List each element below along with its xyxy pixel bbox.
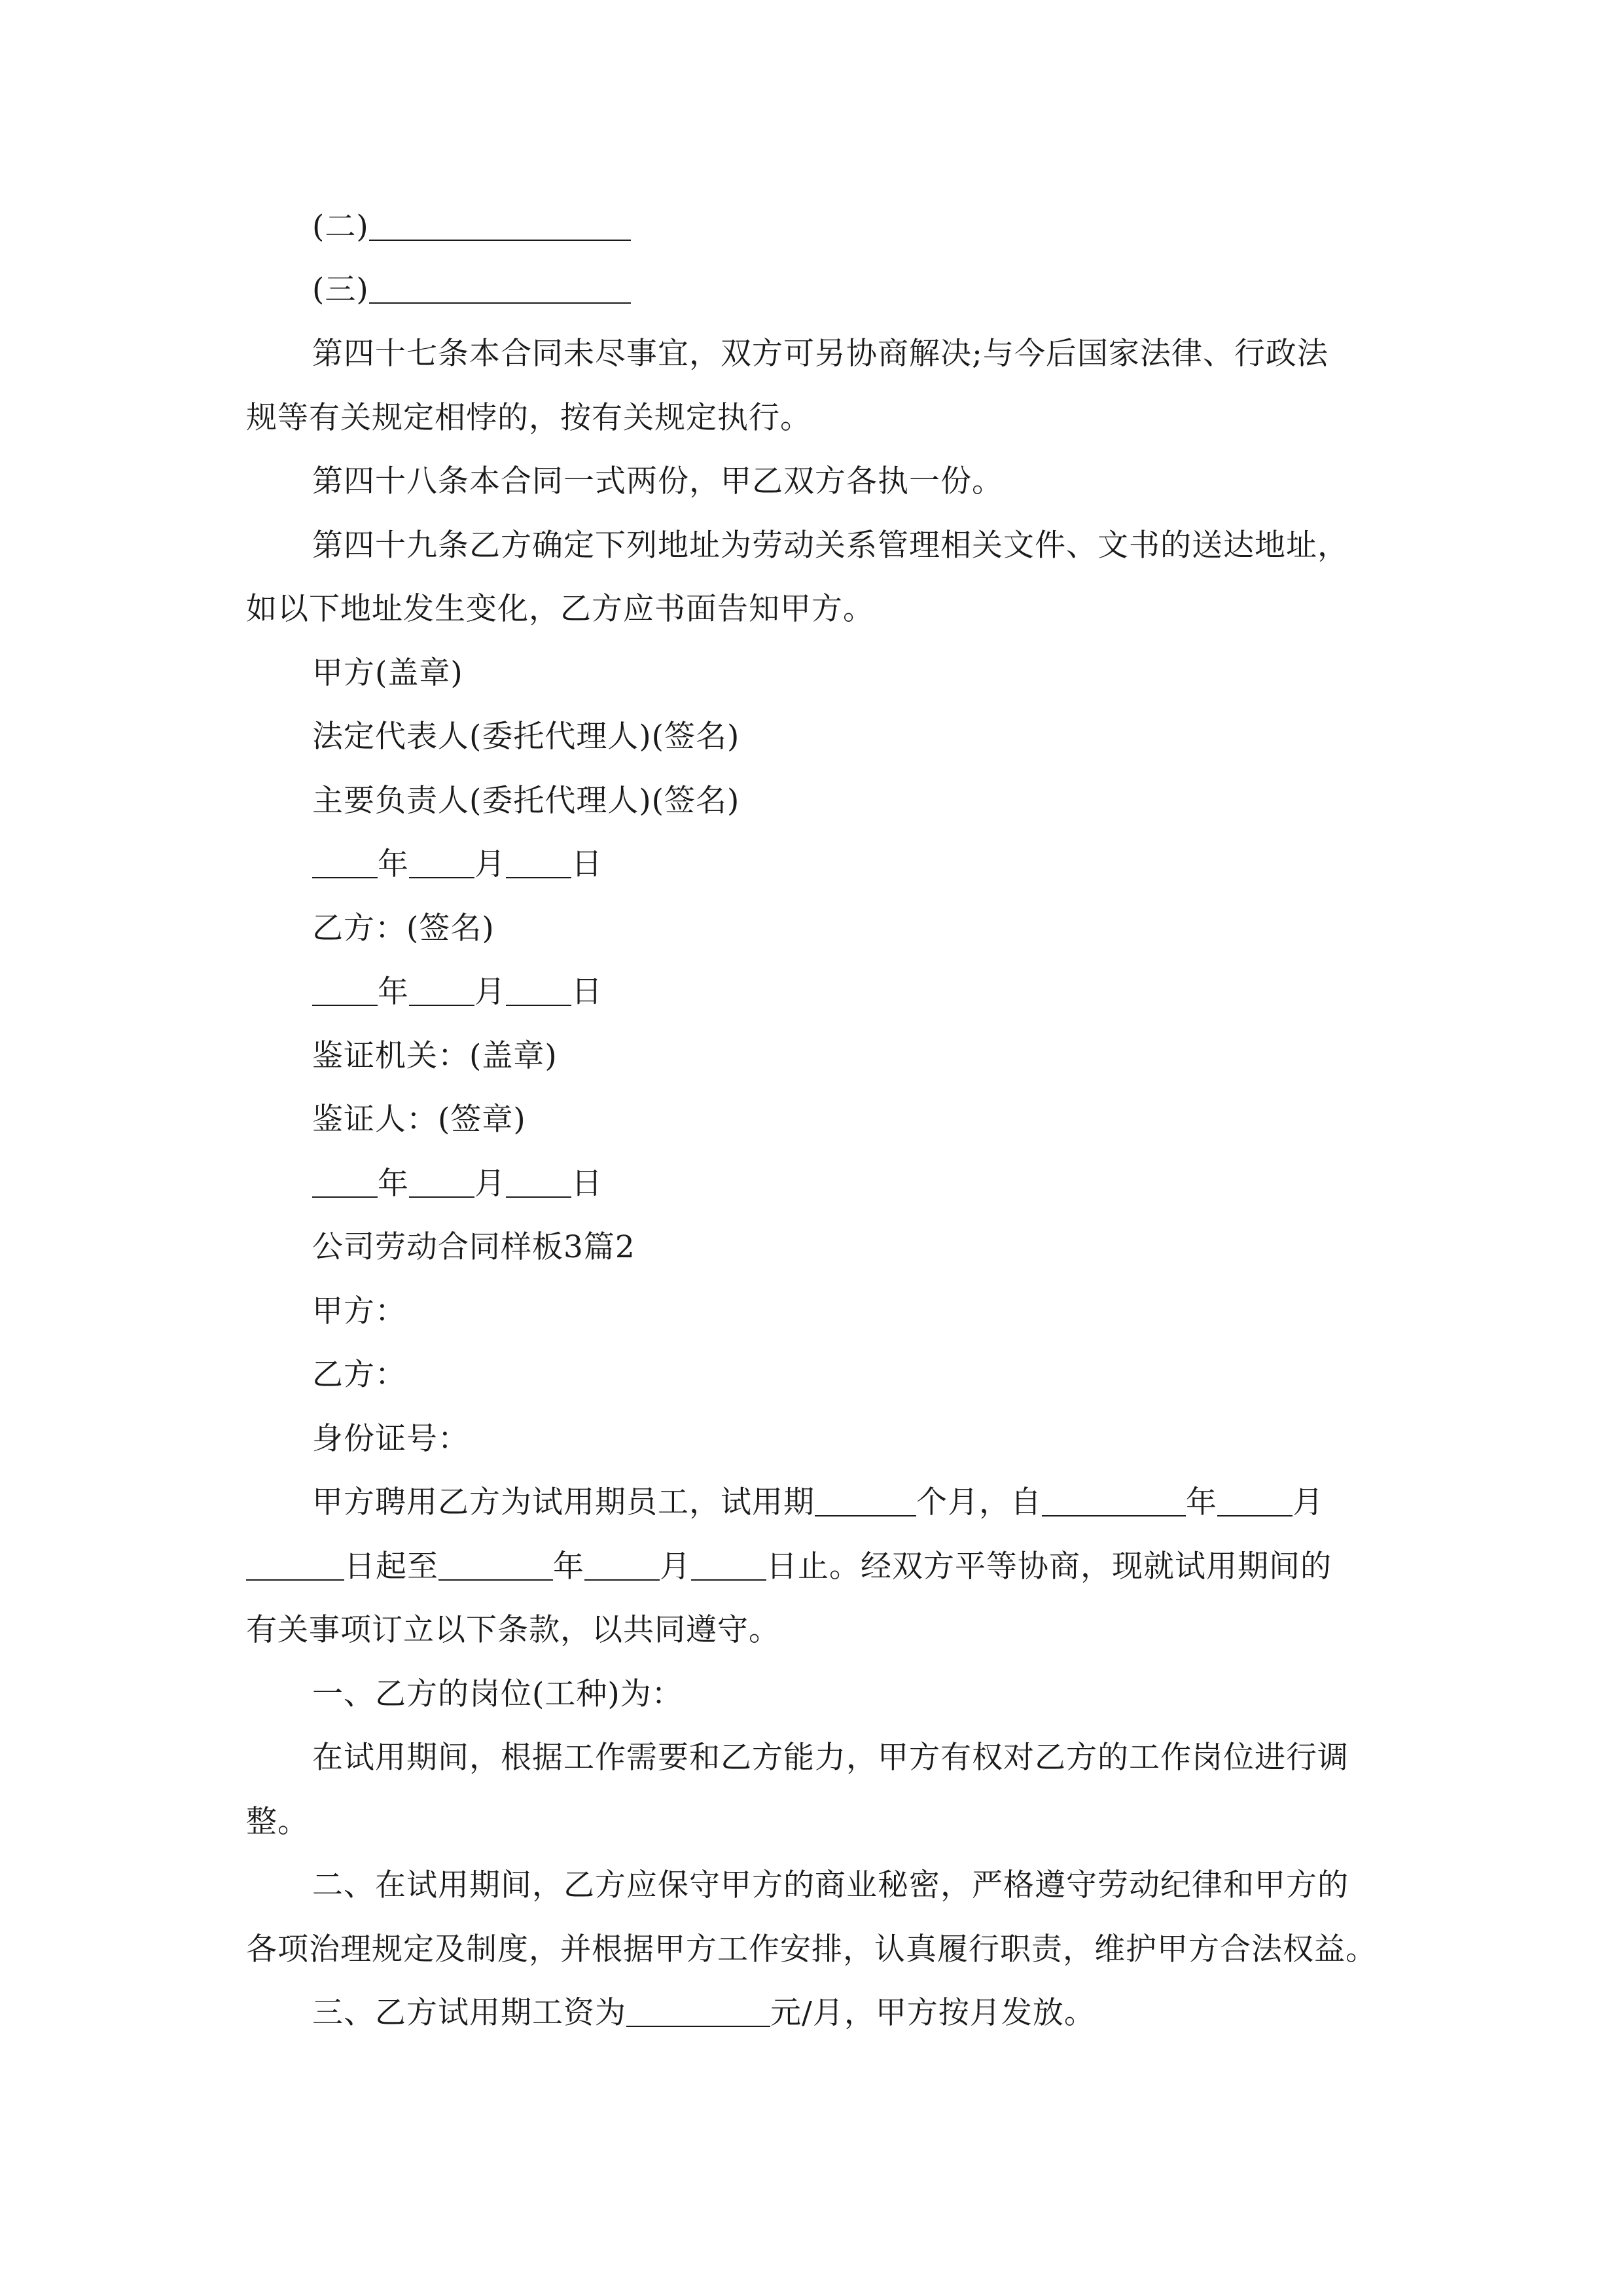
text-segment: 甲方聘用乙方为试用期员工，试用期 — [312, 1484, 815, 1520]
article-49-line-1: 第四十九条乙方确定下列地址为劳动关系管理相关文件、文书的送达地址， — [312, 528, 1349, 564]
item-2-line — [312, 207, 631, 247]
article-48: 第四十八条本合同一式两份，甲乙双方各执一份。 — [312, 463, 1003, 499]
party-a-label: 甲方： — [312, 1293, 406, 1329]
day-label: 日 — [571, 846, 603, 882]
fill-in-blank — [584, 1551, 660, 1581]
legal-representative: 法定代表人(委托代理人)(签名) — [312, 719, 740, 755]
authentication-person: 鉴证人：(签章) — [312, 1102, 526, 1138]
fill-in-blank — [506, 976, 571, 1006]
fill-in-blank — [506, 848, 571, 878]
text-segment: 月 — [660, 1549, 691, 1585]
fill-in-blank — [312, 976, 378, 1006]
party-a-seal: 甲方(盖章) — [312, 655, 463, 691]
item-3-line — [312, 270, 631, 310]
year-label: 年 — [378, 846, 409, 882]
trial-period-line-2 — [246, 1547, 1332, 1587]
fill-in-blank — [438, 1551, 553, 1581]
day-label: 日 — [571, 974, 603, 1010]
date-line-1 — [312, 845, 603, 884]
article-49-line-2: 如以下地址发生变化，乙方应书面告知甲方。 — [246, 591, 874, 627]
trial-period-line-3: 有关事项订立以下条款，以共同遵守。 — [246, 1612, 780, 1648]
fill-in-blank — [1217, 1486, 1293, 1516]
text-segment: 月 — [1293, 1484, 1324, 1520]
fill-in-blank — [312, 848, 378, 878]
fill-in-blank — [409, 1168, 474, 1198]
date-line-3 — [312, 1164, 603, 1204]
fill-in-blank — [409, 976, 474, 1006]
year-label: 年 — [378, 1166, 409, 1202]
month-label: 月 — [474, 846, 506, 882]
month-label: 月 — [474, 974, 506, 1010]
id-number-label: 身份证号： — [312, 1421, 469, 1457]
fill-in-blank — [626, 1997, 770, 2027]
section-2-line-1: 二、在试用期间，乙方应保守甲方的商业秘密，严格遵守劳动纪律和甲方的 — [312, 1867, 1349, 1903]
date-line-2 — [312, 973, 603, 1012]
item-2-label: (二) — [312, 209, 369, 245]
text-segment: 年 — [1186, 1484, 1217, 1520]
fill-in-blank — [246, 1551, 344, 1581]
authentication-organ: 鉴证机关：(盖章) — [312, 1038, 558, 1074]
fill-in-blank — [409, 848, 474, 878]
main-responsible-person: 主要负责人(委托代理人)(签名) — [312, 783, 740, 819]
fill-in-blank — [1042, 1486, 1186, 1516]
section-1-body-line-1: 在试用期间，根据工作需要和乙方能力，甲方有权对乙方的工作岗位进行调 — [312, 1740, 1349, 1776]
fill-in-blank — [691, 1551, 766, 1581]
contract-2-title: 公司劳动合同样板3篇2 — [312, 1229, 635, 1265]
year-label: 年 — [378, 974, 409, 1010]
party-b-label: 乙方： — [312, 1357, 406, 1393]
article-47-line-1: 第四十七条本合同未尽事宜，双方可另协商解决;与今后国家法律、行政法 — [312, 336, 1329, 372]
article-47-line-2: 规等有关规定相悖的，按有关规定执行。 — [246, 400, 812, 436]
text-segment: 三、乙方试用期工资为 — [312, 1995, 626, 2031]
section-1-body-line-2: 整。 — [246, 1804, 309, 1840]
section-3-line — [312, 1994, 1096, 2033]
fill-in-blank — [815, 1486, 916, 1516]
item-3-label: (三) — [312, 272, 369, 308]
party-b-signature: 乙方：(签名) — [312, 910, 495, 946]
month-label: 月 — [474, 1166, 506, 1202]
fill-in-blank — [369, 211, 631, 241]
fill-in-blank — [312, 1168, 378, 1198]
text-segment: 元/月，甲方按月发放。 — [770, 1995, 1096, 2031]
section-2-line-2: 各项治理规定及制度，并根据甲方工作安排，认真履行职责，维护甲方合法权益。 — [246, 1931, 1377, 1967]
fill-in-blank — [506, 1168, 571, 1198]
day-label: 日 — [571, 1166, 603, 1202]
text-segment: 个月，自 — [916, 1484, 1042, 1520]
fill-in-blank — [369, 274, 631, 304]
text-segment: 日起至 — [344, 1549, 438, 1585]
trial-period-line-1 — [312, 1483, 1324, 1522]
section-1-heading: 一、乙方的岗位(工种)为： — [312, 1676, 683, 1712]
text-segment: 日止。经双方平等协商，现就试用期间的 — [766, 1549, 1332, 1585]
text-segment: 年 — [553, 1549, 584, 1585]
